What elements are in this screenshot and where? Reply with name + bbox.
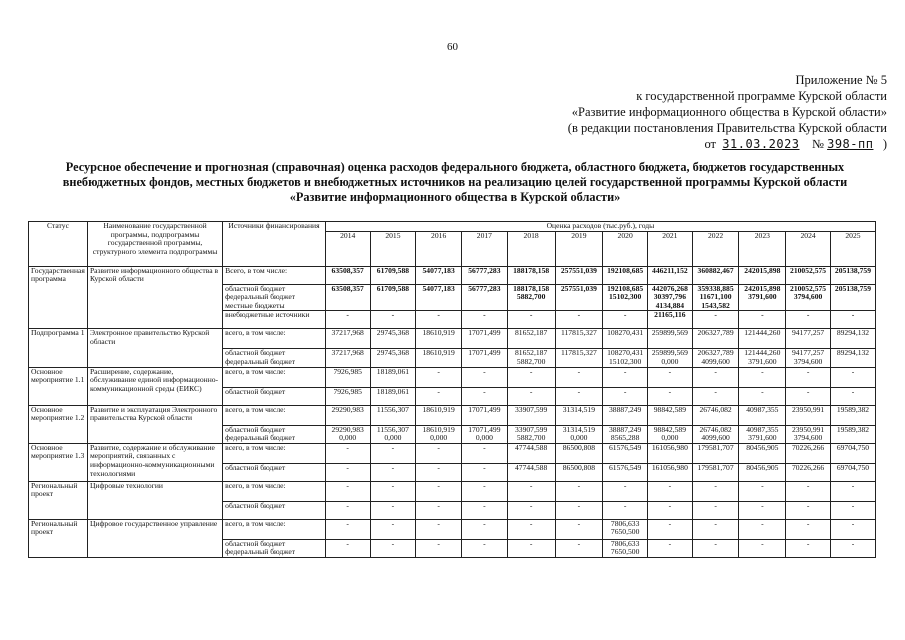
row-value: - (370, 481, 416, 501)
row-value: 89294,132 (830, 349, 875, 367)
row-value: 17071,499 (462, 405, 508, 425)
row-value: 29745,368 (370, 329, 416, 349)
resource-table (28, 221, 876, 558)
row-value: - (786, 481, 831, 501)
row-value: - (507, 519, 555, 539)
header-year: 2020 (603, 231, 648, 266)
row-value: 38887,249 (603, 405, 648, 425)
row-value: 108270,431 15102,300 (603, 349, 648, 367)
row-value: 69704,750 (830, 443, 875, 463)
row-value: 117815,327 (555, 329, 603, 349)
row-value: 98842,589 0,000 (648, 425, 693, 443)
row-value: - (370, 311, 416, 329)
row-status: Подпрограмма 1 (29, 329, 88, 367)
row-value: 7806,633 7650,500 (603, 539, 648, 557)
row-value: - (830, 367, 875, 387)
row-value: 360882,467 (692, 266, 739, 284)
row-value: - (739, 387, 786, 405)
row-value: 161056,980 (648, 443, 693, 463)
row-value: - (603, 481, 648, 501)
table-row (29, 367, 876, 387)
row-value: 61576,549 (603, 443, 648, 463)
row-value: - (739, 311, 786, 329)
row-name: Развитие и эксплуатация Электронного правительства Курской области (87, 405, 222, 443)
row-value: - (786, 367, 831, 387)
row-name: Электронное правительство Курской области (87, 329, 222, 367)
row-value: - (692, 501, 739, 519)
row-value: - (555, 311, 603, 329)
row-value: 7926,985 (325, 387, 370, 405)
row-value: 17071,499 0,000 (462, 425, 508, 443)
appendix-line-2: к государственной программе Курской области (636, 89, 887, 103)
row-value: - (555, 387, 603, 405)
header-year: 2018 (507, 231, 555, 266)
row-value: 37217,968 (325, 349, 370, 367)
row-value: 18610,919 (416, 349, 462, 367)
number-prefix: № (812, 137, 824, 151)
row-value: - (370, 539, 416, 557)
row-value: 442076,268 30397,796 4134,884 (648, 284, 693, 311)
row-value: 56777,283 (462, 266, 508, 284)
row-value: - (325, 481, 370, 501)
row-value: 63508,357 (325, 266, 370, 284)
header-year: 2019 (555, 231, 603, 266)
row-value: 17071,499 (462, 349, 508, 367)
row-value: 29290,983 0,000 (325, 425, 370, 443)
row-value: - (648, 501, 693, 519)
row-value: 47744,588 (507, 463, 555, 481)
row-name: Расширение, содержание, обслуживание единой информационно-коммуникационной среды (ЕИКС) (87, 367, 222, 405)
row-value: 18610,919 (416, 405, 462, 425)
row-value: - (739, 519, 786, 539)
row-value: 242015,898 (739, 266, 786, 284)
row-value: 31314,519 0,000 (555, 425, 603, 443)
row-value: 33907,599 (507, 405, 555, 425)
resolution-number: 398-пп (827, 137, 874, 151)
row-value: 18189,061 (370, 387, 416, 405)
row-value: 61709,588 (370, 266, 416, 284)
row-status: Основное мероприятие 1.3 (29, 443, 88, 481)
row-value: 161056,980 (648, 463, 693, 481)
row-value: - (739, 539, 786, 557)
row-value: 69704,750 (830, 463, 875, 481)
row-value: - (325, 311, 370, 329)
row-source: областной бюджет (223, 501, 326, 519)
row-value: - (507, 387, 555, 405)
row-value: - (786, 387, 831, 405)
row-source: всего, в том числе: (223, 443, 326, 463)
row-value: - (692, 311, 739, 329)
row-value: 21165,116 (648, 311, 693, 329)
row-value: - (462, 443, 508, 463)
row-value: 94177,257 3794,600 (786, 349, 831, 367)
table-row (29, 266, 876, 284)
row-value: 70226,266 (786, 443, 831, 463)
row-value: 210052,575 3794,600 (786, 284, 831, 311)
table-header-row (29, 222, 876, 232)
row-value: - (416, 539, 462, 557)
row-value: - (786, 539, 831, 557)
header-year: 2016 (416, 231, 462, 266)
row-value: - (462, 463, 508, 481)
row-value: - (370, 443, 416, 463)
row-source: областной бюджет федеральный бюджет местные бюджеты (223, 284, 326, 311)
row-value: 121444,260 (739, 329, 786, 349)
row-value: - (507, 311, 555, 329)
row-value: 33907,599 5882,700 (507, 425, 555, 443)
header-year: 2014 (325, 231, 370, 266)
row-source: всего, в том числе: (223, 367, 326, 387)
row-value: - (739, 481, 786, 501)
row-value: - (416, 311, 462, 329)
row-value: - (507, 367, 555, 387)
row-value: 192108,685 15102,300 (603, 284, 648, 311)
header-year: 2022 (692, 231, 739, 266)
row-value: - (603, 311, 648, 329)
row-status: Основное мероприятие 1.2 (29, 405, 88, 443)
row-value: 61709,588 (370, 284, 416, 311)
row-value: 19589,382 (830, 405, 875, 425)
row-value: - (786, 311, 831, 329)
row-value: - (507, 539, 555, 557)
row-value: 70226,266 (786, 463, 831, 481)
row-source: всего, в том числе: (223, 481, 326, 501)
row-source: всего, в том числе: (223, 329, 326, 349)
row-value: - (462, 311, 508, 329)
row-value: 257551,039 (555, 284, 603, 311)
row-value: - (786, 501, 831, 519)
header-status: Статус (29, 222, 88, 267)
table-row (29, 443, 876, 463)
close-paren: ) (882, 137, 887, 151)
header-name: Наименование государственной программы, подпрограммы государственной программы, структурного элемента подпрограммы (87, 222, 222, 267)
row-value: 11556,307 0,000 (370, 425, 416, 443)
row-value: - (603, 387, 648, 405)
row-value: 94177,257 (786, 329, 831, 349)
header-year: 2015 (370, 231, 416, 266)
row-value: - (416, 367, 462, 387)
row-value: - (692, 481, 739, 501)
row-value: 23950,991 3794,600 (786, 425, 831, 443)
row-value: - (507, 501, 555, 519)
row-value: 192108,685 (603, 266, 648, 284)
row-value: - (648, 387, 693, 405)
row-value: 86500,808 (555, 443, 603, 463)
appendix-block (467, 72, 887, 152)
row-value: 108270,431 (603, 329, 648, 349)
row-value: 29745,368 (370, 349, 416, 367)
row-value: - (555, 481, 603, 501)
table-row (29, 481, 876, 501)
row-value: - (555, 519, 603, 539)
row-value: 63508,357 (325, 284, 370, 311)
row-status: Государственная программа (29, 266, 88, 329)
row-source: областной бюджет федеральный бюджет (223, 349, 326, 367)
row-value: 19589,382 (830, 425, 875, 443)
row-value: - (603, 501, 648, 519)
row-value: - (830, 481, 875, 501)
row-value: 56777,283 (462, 284, 508, 311)
header-sources: Источники финансирования (223, 222, 326, 267)
row-value: - (416, 443, 462, 463)
row-value: 17071,499 (462, 329, 508, 349)
row-value: - (739, 367, 786, 387)
row-value: 38887,249 8565,288 (603, 425, 648, 443)
row-value: - (692, 387, 739, 405)
row-value: - (325, 539, 370, 557)
row-value: 205138,759 (830, 266, 875, 284)
header-estimate: Оценка расходов (тыс.руб.), годы (325, 222, 875, 232)
row-source: областной бюджет федеральный бюджет (223, 539, 326, 557)
header-year: 2023 (739, 231, 786, 266)
row-value: 86500,808 (555, 463, 603, 481)
row-source: областной бюджет (223, 463, 326, 481)
row-value: - (462, 387, 508, 405)
row-source: Всего, в том числе: (223, 266, 326, 284)
row-status: Региональный проект (29, 481, 88, 519)
row-value: - (739, 501, 786, 519)
row-value: 98842,589 (648, 405, 693, 425)
row-value: - (416, 481, 462, 501)
row-value: - (830, 501, 875, 519)
row-value: - (325, 443, 370, 463)
row-value: - (325, 519, 370, 539)
row-value: - (416, 519, 462, 539)
row-value: - (830, 387, 875, 405)
row-value: 257551,039 (555, 266, 603, 284)
row-value: - (692, 539, 739, 557)
appendix-line-3: «Развитие информационного общества в Курской области» (571, 105, 887, 119)
row-value: 446211,152 (648, 266, 693, 284)
row-value: 61576,549 (603, 463, 648, 481)
table-row (29, 519, 876, 539)
header-year: 2024 (786, 231, 831, 266)
row-value: 40987,355 3791,600 (739, 425, 786, 443)
row-value: - (462, 481, 508, 501)
row-value: 188178,158 (507, 266, 555, 284)
header-year: 2017 (462, 231, 508, 266)
resolution-date: 31.03.2023 (722, 137, 800, 151)
table-row (29, 405, 876, 425)
row-value: - (786, 519, 831, 539)
row-value: 259899,569 (648, 329, 693, 349)
row-status: Региональный проект (29, 519, 88, 557)
row-value: - (555, 367, 603, 387)
row-value: 210052,575 (786, 266, 831, 284)
row-value: - (648, 481, 693, 501)
row-value: 80456,905 (739, 443, 786, 463)
row-value: 31314,519 (555, 405, 603, 425)
row-value: 80456,905 (739, 463, 786, 481)
row-value: - (830, 311, 875, 329)
row-value: 47744,588 (507, 443, 555, 463)
row-source: областной бюджет федеральный бюджет (223, 425, 326, 443)
row-value: 26746,082 4099,600 (692, 425, 739, 443)
row-value: - (555, 539, 603, 557)
row-value: - (507, 481, 555, 501)
row-name: Развитие, содержание и обслуживание мероприятий, связанных с информационно-коммуникационными технологиями (87, 443, 222, 481)
row-value: - (830, 519, 875, 539)
appendix-date-line (467, 136, 887, 152)
row-value: 18189,061 (370, 367, 416, 387)
row-source: всего, в том числе: (223, 519, 326, 539)
row-value: 11556,307 (370, 405, 416, 425)
row-value: 205138,759 (830, 284, 875, 311)
document-title: Ресурсное обеспечение и прогнозная (справочная) оценка расходов федерального бюджета, областного бюджета, бюджетов государственных внебюджетных фондов, местных бюджетов и внебюджетных источников на реализацию целей государственной программы Курской области «Развитие информационного общества в Курской области» (62, 160, 848, 204)
table-row (29, 329, 876, 349)
row-status: Основное мероприятие 1.1 (29, 367, 88, 405)
row-value: - (462, 501, 508, 519)
row-value: - (648, 519, 693, 539)
row-value: - (462, 367, 508, 387)
row-value: - (830, 539, 875, 557)
row-value: 117815,327 (555, 349, 603, 367)
row-value: 188178,158 5882,700 (507, 284, 555, 311)
row-source: внебюджетные источники (223, 311, 326, 329)
row-source: всего, в том числе: (223, 405, 326, 425)
row-value: 29290,983 (325, 405, 370, 425)
row-value: 26746,082 (692, 405, 739, 425)
row-value: - (325, 501, 370, 519)
row-value: 179581,707 (692, 463, 739, 481)
row-value: 89294,132 (830, 329, 875, 349)
row-value: 121444,260 3791,600 (739, 349, 786, 367)
row-value: 81652,187 5882,700 (507, 349, 555, 367)
row-value: - (555, 501, 603, 519)
row-name: Развитие информационного общества в Курской области (87, 266, 222, 329)
appendix-line-4: (в редакции постановления Правительства Курской области (567, 121, 887, 135)
appendix-line-1: Приложение № 5 (795, 73, 887, 87)
row-source: областной бюджет (223, 387, 326, 405)
row-value: 242015,898 3791,600 (739, 284, 786, 311)
row-value: 81652,187 (507, 329, 555, 349)
row-value: 54077,183 (416, 266, 462, 284)
row-value: 179581,707 (692, 443, 739, 463)
date-prefix: от (704, 137, 717, 151)
row-value: 37217,968 (325, 329, 370, 349)
row-name: Цифровые технологии (87, 481, 222, 519)
row-value: 54077,183 (416, 284, 462, 311)
row-value: - (416, 387, 462, 405)
row-value: - (603, 367, 648, 387)
row-value: 206327,789 4099,600 (692, 349, 739, 367)
row-value: 40987,355 (739, 405, 786, 425)
row-value: - (370, 519, 416, 539)
row-value: - (370, 463, 416, 481)
header-year: 2025 (830, 231, 875, 266)
row-value: 23950,991 (786, 405, 831, 425)
row-value: 7806,633 7650,500 (603, 519, 648, 539)
row-name: Цифровое государственное управление (87, 519, 222, 557)
row-value: - (416, 463, 462, 481)
row-value: - (692, 519, 739, 539)
row-value: 259899,569 0,000 (648, 349, 693, 367)
row-value: - (325, 463, 370, 481)
row-value: - (648, 539, 693, 557)
row-value: - (416, 501, 462, 519)
header-year: 2021 (648, 231, 693, 266)
row-value: 18610,919 (416, 329, 462, 349)
row-value: 359338,885 11671,100 1543,582 (692, 284, 739, 311)
row-value: - (692, 367, 739, 387)
row-value: 7926,985 (325, 367, 370, 387)
row-value: 18610,919 0,000 (416, 425, 462, 443)
row-value: - (648, 367, 693, 387)
row-value: - (462, 539, 508, 557)
row-value: - (462, 519, 508, 539)
row-value: 206327,789 (692, 329, 739, 349)
page-number: 60 (447, 41, 458, 53)
row-value: - (370, 501, 416, 519)
